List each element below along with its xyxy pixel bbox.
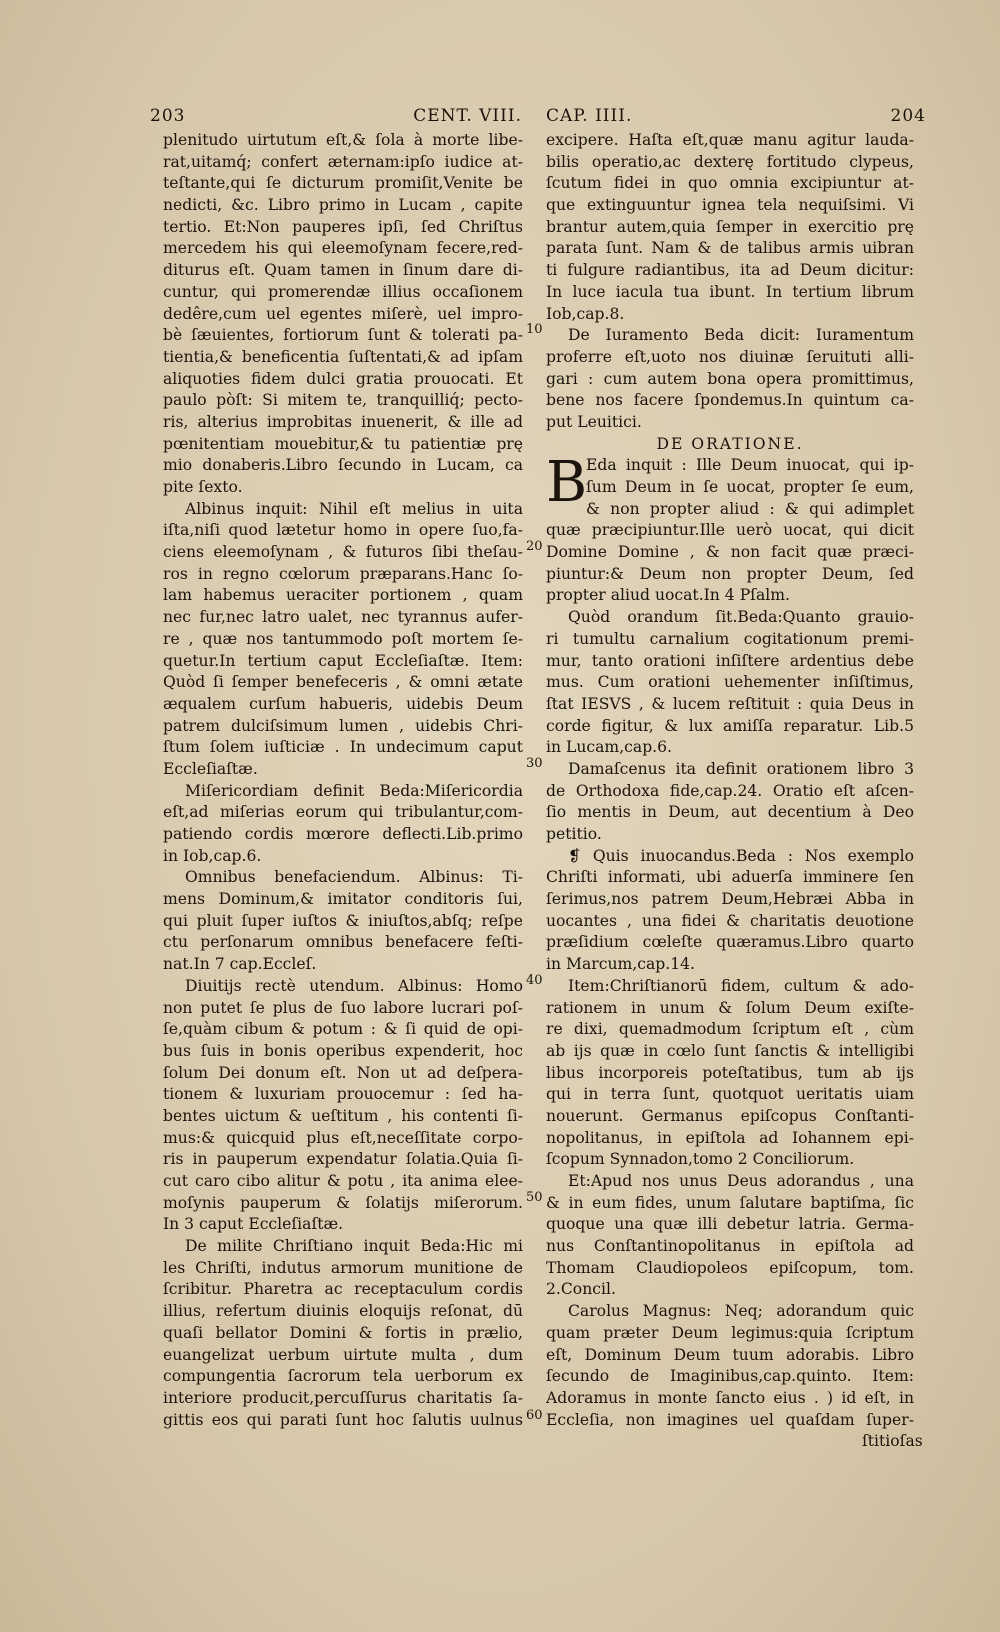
text-line: In luce iacula tua ibunt. In tertium librum bbox=[546, 282, 914, 301]
text-line: Thomam Claudiopoleos epiſcopum, tom. bbox=[546, 1258, 914, 1277]
text-line: tientia,& beneficentia ſuſtentati,& ad ipſam bbox=[163, 347, 523, 366]
catchword: ſtitioſas bbox=[862, 1432, 923, 1450]
text-line: aliquoties fidem dulci gratia prouocati. Et bbox=[163, 369, 523, 388]
text-line: gari : cum autem bona opera promittimus, bbox=[546, 369, 914, 388]
text-line: ſcopum Synnadon,tomo 2 Conciliorum. bbox=[546, 1150, 855, 1169]
text-line: De Iuramento Beda dicit: Iuramentum bbox=[568, 326, 914, 345]
text-line: mens Dominum,& imitator conditoris ſui, bbox=[163, 890, 523, 909]
text-line: libus incorporeis poteſtatibus, tum ab ijs bbox=[546, 1063, 914, 1082]
text-line: nat.In 7 cap.Eccleſ. bbox=[163, 955, 317, 974]
text-line: mercedem his qui eleemoſynam fecere,red- bbox=[163, 239, 523, 258]
text-line: cuntur, qui promerendæ illius occaſionem bbox=[163, 282, 523, 301]
text-line: propter aliud uocat.In 4 Pſalm. bbox=[546, 586, 790, 605]
text-line: præſidium cœleſte quæramus.Libro quarto bbox=[546, 933, 914, 952]
left-text-column bbox=[163, 130, 523, 1431]
text-line: rat,uitamq́; confert æternam:ipſo iudice at- bbox=[163, 152, 523, 171]
text-line: ſum Deum in ſe uocat, propter ſe eum, bbox=[586, 478, 914, 496]
left-running-head: CENT. VIII. bbox=[413, 106, 522, 126]
text-line: mur, tanto orationi inſiſtere ardentius debe bbox=[546, 651, 914, 670]
text-line: plenitudo uirtutum eſt,& ſola à morte libe- bbox=[163, 131, 523, 149]
text-line: ſtum ſolem iuſticiæ . In undecimum caput bbox=[163, 738, 523, 757]
text-line: iſta,niſi quod lætetur homo in opere ſuo,fa- bbox=[163, 521, 523, 540]
text-line: in Iob,cap.6. bbox=[163, 846, 262, 865]
text-line: Item:Chriſtianorū fidem, cultum & ado- bbox=[568, 976, 914, 995]
text-line: qui in terra ſunt, quotquot ueritatis uiam bbox=[546, 1085, 914, 1104]
text-line: Albinus inquit: Nihil eſt melius in uita bbox=[185, 499, 523, 518]
text-line: re dixi, quemadmodum ſcriptum eſt , cùm bbox=[546, 1020, 914, 1039]
text-line: eſt,ad miſerias eorum qui tribulantur,com- bbox=[163, 803, 523, 822]
text-line: patiendo cordis mœrore deflecti.Lib.primo bbox=[163, 825, 523, 843]
text-line: pite ſexto. bbox=[163, 478, 243, 496]
text-line: cut caro cibo alitur & potu , ita anima elee- bbox=[163, 1172, 523, 1190]
text-line: bilis operatio,ac dexterę fortitudo clypeus, bbox=[546, 152, 914, 171]
text-line: ros in regno cœlorum præparans.Hanc ſo- bbox=[163, 564, 523, 583]
text-line: Quòd orandum ſit.Beda:Quanto grauio- bbox=[568, 608, 914, 627]
text-line: mus. Cum orationi uehementer inſiſtimus, bbox=[546, 673, 914, 692]
text-line: Eda inquit : Ille Deum inuocat, qui ip- bbox=[586, 456, 914, 475]
text-line: de Orthodoxa fide,cap.24. Oratio eſt aſcen- bbox=[546, 781, 914, 800]
drop-cap-initial: B bbox=[546, 450, 588, 515]
text-line: proferre eſt,uoto nos diuinæ ſeruituti alli- bbox=[546, 347, 914, 366]
text-line: & in eum fides, unum ſalutare baptiſma, ſic bbox=[546, 1193, 914, 1212]
text-line: Eccleſiaſtæ. bbox=[163, 759, 258, 778]
text-line: corde figitur, & lux amiſſa reparatur. Lib.5 bbox=[546, 716, 914, 735]
text-line: ris in pauperum expendatur ſolatia.Quia ſi- bbox=[163, 1150, 523, 1169]
text-line: Adoramus in monte ſancto eius . ) id eſt, in bbox=[546, 1388, 914, 1407]
text-line: ſecundo de Imaginibus,cap.quinto. Item: bbox=[546, 1367, 914, 1386]
text-line: non putet ſe plus de ſuo labore lucrari poſ- bbox=[163, 998, 523, 1017]
text-line: moſynis pauperum & ſolatijs miſerorum. bbox=[163, 1193, 523, 1212]
text-line: interiore producit,percuſſurus charitatis ſa- bbox=[163, 1388, 523, 1407]
text-line: parata ſunt. Nam & de talibus armis uibran bbox=[546, 239, 914, 258]
text-line: mio donaberis.Libro ſecundo in Lucam, ca bbox=[163, 456, 523, 475]
text-line: put Leuitici. bbox=[546, 412, 642, 431]
text-line: nec fur,nec latro ualet, nec tyrannus aufer- bbox=[163, 608, 523, 627]
text-line: Domine Domine , & non facit quæ præci- bbox=[546, 543, 914, 562]
margin-line-number: 50 bbox=[526, 1190, 543, 1205]
text-line: nedicti, &c. Libro primo in Lucam , capite bbox=[163, 196, 523, 215]
text-line: ſolum Dei donum eſt. Non ut ad deſpera- bbox=[163, 1063, 523, 1082]
text-line: petitio. bbox=[546, 825, 602, 843]
text-line: paulo pòſt: Si mitem te, tranquilliq́; pecto- bbox=[163, 391, 523, 410]
text-line: ri tumultu carnalium cogitationum premi- bbox=[546, 629, 914, 648]
text-line: ris, alterius improbitas inuenerit, & ille ad bbox=[163, 412, 523, 431]
right-page-header bbox=[546, 106, 926, 130]
text-line: quam præter Deum legimus:quia ſcriptum bbox=[546, 1323, 914, 1342]
text-line: ❡ Quis inuocandus.Beda : Nos exemplo bbox=[568, 846, 914, 865]
text-line: quæ præcipiuntur.Ille uerò uocat, qui dicit bbox=[546, 521, 914, 540]
text-line: ti fulgure radiantibus, ita ad Deum dicitur: bbox=[546, 261, 914, 280]
text-line: ſcutum fidei in quo omnia excipiuntur at- bbox=[546, 174, 914, 193]
text-line: nopolitanus, in epiſtola ad Iohannem epi- bbox=[546, 1128, 914, 1147]
text-line: illius, refertum diuinis eloquijs reſonat, dū bbox=[163, 1302, 523, 1321]
text-line: & non propter aliud : & qui adimplet bbox=[586, 499, 914, 518]
left-page-header bbox=[150, 106, 530, 130]
text-line: Damaſcenus ita definit orationem libro 3 bbox=[568, 759, 914, 778]
text-line: ctu perſonarum omnibus benefacere feſti- bbox=[163, 933, 523, 952]
text-line: nouerunt. Germanus epiſcopus Conſtanti- bbox=[546, 1106, 914, 1125]
text-line: Omnibus benefaciendum. Albinus: Ti- bbox=[185, 868, 523, 887]
text-line: eſt, Dominum Deum tuum adorabis. Libro bbox=[546, 1345, 914, 1364]
text-line: euangelizat uerbum uirtute multa , dum bbox=[163, 1345, 523, 1364]
text-line: Et:Apud nos unus Deus adorandus , una bbox=[568, 1172, 914, 1190]
text-line: piuntur:& Deum non propter Deum, ſed bbox=[546, 564, 914, 583]
margin-line-number: 40 bbox=[526, 973, 543, 988]
text-line: Chriſti informati, ubi aduerſa imminere ſen bbox=[546, 868, 914, 887]
text-line: Iob,cap.8. bbox=[546, 304, 625, 323]
margin-line-number: 10 bbox=[526, 322, 543, 337]
text-line: brantur autem,quia ſemper in exercitio prę bbox=[546, 217, 914, 236]
text-line: ſtat IESVS , & lucem reſtituit : quia Deus in bbox=[546, 694, 914, 713]
right-running-head: CAP. IIII. bbox=[546, 106, 633, 126]
text-line: pœnitentiam mouebitur,& tu patientiæ prę bbox=[163, 434, 523, 453]
text-line: tertio. Et:Non pauperes ipſi, ſed Chriſtus bbox=[163, 217, 523, 236]
text-line: patrem dulciſsimum lumen , uidebis Chri- bbox=[163, 716, 523, 735]
text-line: Carolus Magnus: Neq; adorandum quic bbox=[568, 1302, 914, 1321]
text-line: compungentia ſacrorum tela uerborum ex bbox=[163, 1367, 523, 1386]
text-line: tionem & luxuriam prouocemur : ſed ha- bbox=[163, 1085, 523, 1104]
text-line: bè ſæuientes, fortiorum ſunt & tolerati pa- bbox=[163, 326, 523, 345]
right-text-column bbox=[546, 130, 914, 1431]
text-line: in Marcum,cap.14. bbox=[546, 955, 695, 974]
text-line: In 3 caput Eccleſiaſtæ. bbox=[163, 1215, 344, 1234]
text-line: les Chriſti, indutus armorum munitione de bbox=[163, 1258, 523, 1277]
text-line: De milite Chriſtiano inquit Beda:Hic mi bbox=[185, 1237, 523, 1256]
text-line: bene nos facere ſpondemus.In quintum ca- bbox=[546, 391, 914, 410]
text-line: in Lucam,cap.6. bbox=[546, 738, 673, 757]
text-line: bus ſuis in bonis operibus expenderit, hoc bbox=[163, 1041, 523, 1060]
text-line: quetur.In tertium caput Eccleſiaſtæ. Item: bbox=[163, 651, 523, 670]
text-line: æqualem curſum habueris, uidebis Deum bbox=[163, 694, 523, 713]
text-line: Eccleſia, non imagines uel quaſdam ſuper- bbox=[546, 1410, 914, 1429]
text-line: excipere. Haſta eſt,quæ manu agitur lauda- bbox=[546, 131, 914, 149]
text-line: uocantes , una fidei & charitatis deuotione bbox=[546, 911, 914, 930]
text-line: bentes uictum & ueſtitum , his contenti ſi- bbox=[163, 1106, 523, 1125]
left-page-number: 203 bbox=[150, 106, 186, 126]
text-line: teſtante,qui ſe dicturum promiſit,Venite be bbox=[163, 174, 523, 193]
margin-line-number: 60 bbox=[526, 1408, 543, 1423]
text-line: quaſi bellator Domini & fortis in prælio, bbox=[163, 1323, 523, 1342]
text-line: ab ijs quæ in cœlo ſunt ſanctis & intelligibi bbox=[546, 1041, 914, 1060]
text-line: diturus eſt. Quam tamen in ſinum dare di- bbox=[163, 261, 523, 280]
text-line: Miſericordiam definit Beda:Miſericordia bbox=[185, 781, 523, 800]
text-line: gittis eos qui parati ſunt hoc ſalutis uulnus bbox=[163, 1410, 523, 1429]
text-line: mus:& quicquid plus eſt,neceſſitate corpo- bbox=[163, 1128, 523, 1147]
text-line: qui pluit ſuper iuſtos & iniuſtos,abſq; reſpe bbox=[163, 911, 523, 930]
text-line: ciens eleemoſynam , & futuros ſibi theſau- bbox=[163, 543, 523, 562]
text-line: ſerimus,nos patrem Deum,Hebræi Abba in bbox=[546, 890, 914, 909]
text-line: 2.Concil. bbox=[546, 1280, 616, 1299]
text-line: lam habemus ueraciter portionem , quam bbox=[163, 586, 523, 605]
text-line: que extinguuntur ignea tela nequiſsimi. Vi bbox=[546, 196, 914, 215]
right-page-number: 204 bbox=[890, 106, 926, 126]
margin-line-number: 30 bbox=[526, 756, 543, 771]
text-line: ſcribitur. Pharetra ac receptaculum cordis bbox=[163, 1280, 523, 1299]
text-line: re , quæ nos tantummodo poſt mortem ſe- bbox=[163, 629, 523, 648]
text-line: quoque una quæ illi debetur latria. Germa- bbox=[546, 1215, 914, 1234]
margin-line-number: 20 bbox=[526, 539, 543, 554]
text-line: ſio mentis in Deum, aut decentium à Deo bbox=[546, 803, 914, 822]
text-line: DE ORATIONE. bbox=[656, 434, 804, 453]
text-line: Diuitijs rectè utendum. Albinus: Homo bbox=[185, 976, 523, 995]
text-line: rationem in unum & ſolum Deum exiſte- bbox=[546, 998, 914, 1017]
text-line: nus Conſtantinopolitanus in epiſtola ad bbox=[546, 1237, 914, 1256]
text-line: dedêre,cum uel egentes miſerè, uel impro- bbox=[163, 304, 523, 323]
text-line: ſe,quàm cibum & potum : & ſi quid de opi- bbox=[163, 1020, 523, 1039]
text-line: Quòd ſi ſemper benefeceris , & omni ætate bbox=[163, 673, 523, 692]
